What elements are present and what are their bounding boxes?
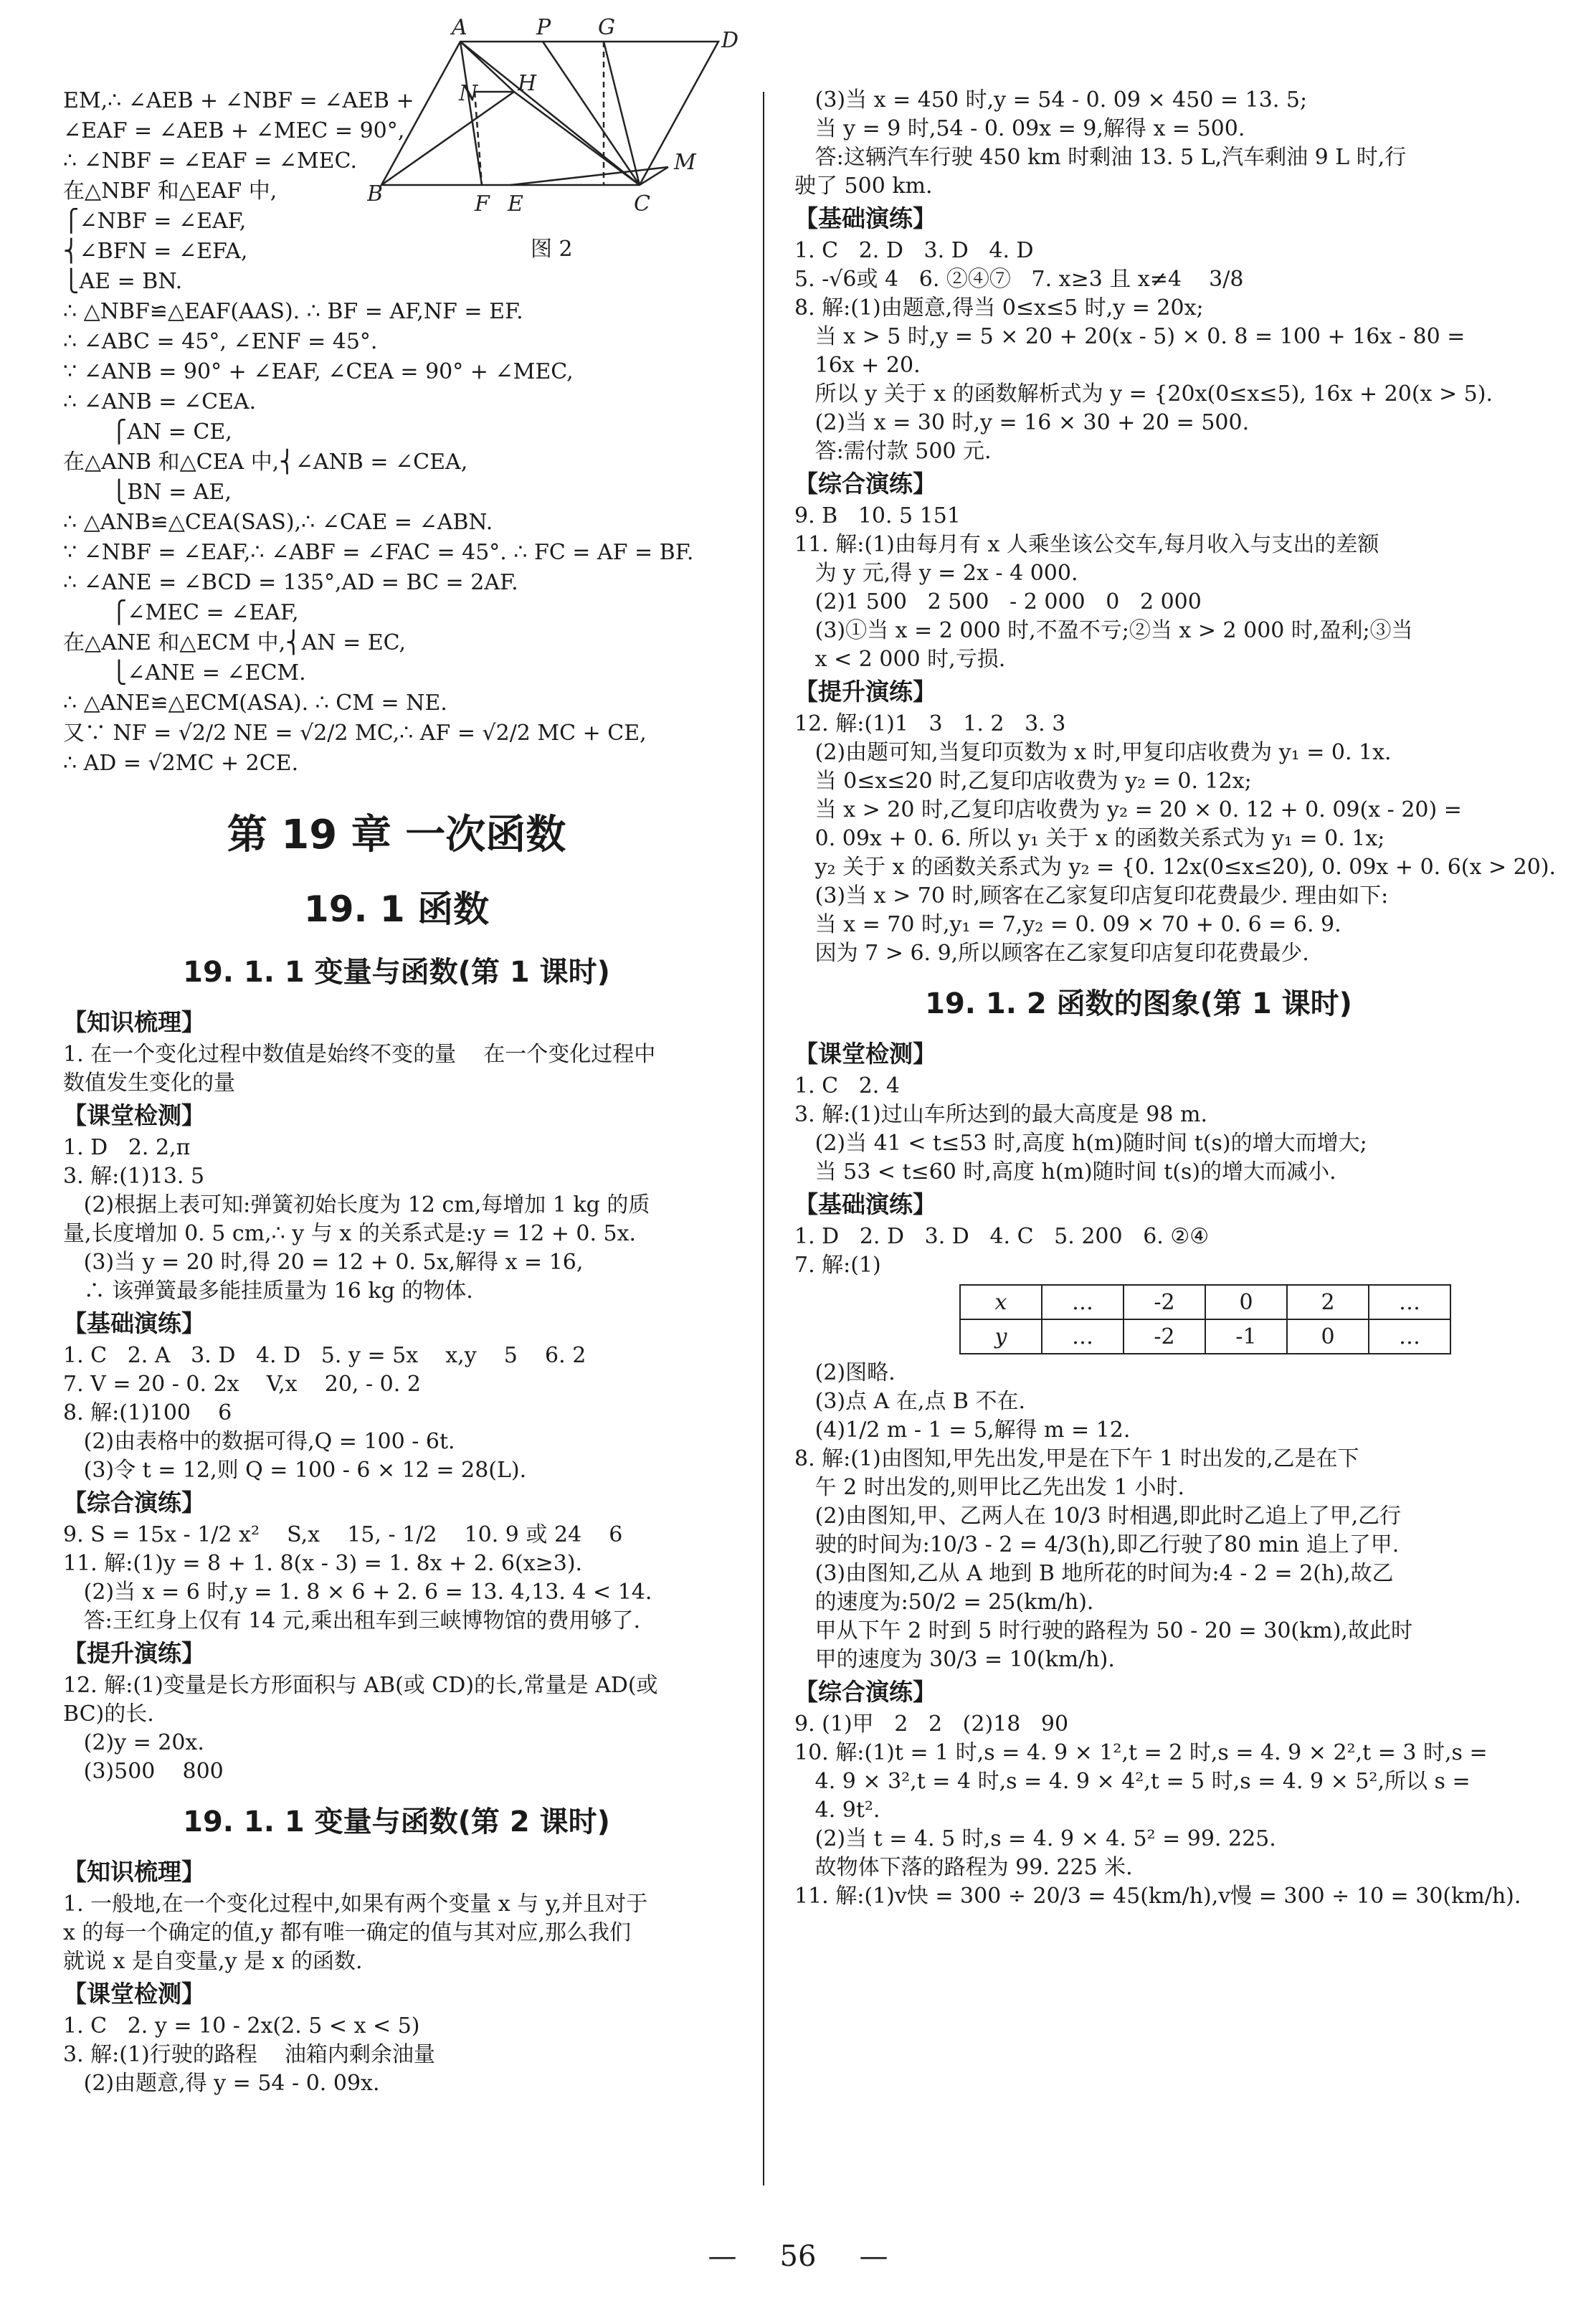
fig-label-h: H [518, 71, 537, 96]
text-line: 故物体下落的路程为 99. 225 米. [794, 1855, 1133, 1880]
page-number-value: 56 [779, 2240, 817, 2273]
text-line: 所以 y 关于 x 的函数解析式为 y = {20x(0≤x≤5), 16x + 20(x > 5). [794, 381, 1493, 407]
section-heading: 【提升演练】 [794, 678, 936, 706]
text-line: 7. 解:(1) [794, 1253, 881, 1278]
text-line: 当 x > 20 时,乙复印店收费为 y₂ = 20 × 0. 12 + 0. 09(x - 20) = [794, 797, 1462, 822]
text-line: 8. 解:(1)由图知,甲先出发,甲是在下午 1 时出发的,乙是在下 [794, 1446, 1359, 1471]
text-line: (4)1/2 m - 1 = 5,解得 m = 12. [794, 1418, 1131, 1443]
text-line: 驶的时间为:10/3 - 2 = 4/3(h),即乙行驶了80 min 追上了甲. [794, 1532, 1400, 1557]
text-line: BC)的长. [63, 1702, 154, 1727]
text-line: ∴ △ANE≌△ECM(ASA). ∴ CM = NE. [63, 690, 447, 716]
text-line: (3)①当 x = 2 000 时,不盈不亏;②当 x > 2 000 时,盈利;③当 [794, 618, 1413, 643]
text-line: 4. 9 × 3²,t = 4 时,s = 4. 9 × 4²,t = 5 时,s = 4. 9 × 5²,所以 s = [794, 1769, 1471, 1794]
text-line: (2)1 500 2 500 - 2 000 0 2 000 [794, 589, 1202, 614]
text-line: ⎩AE = BN. [63, 269, 183, 294]
text-line: 为 y 元,得 y = 2x - 4 000. [794, 561, 1078, 586]
text-line: (2)由题可知,当复印页数为 x 时,甲复印店收费为 y₁ = 0. 1x. [794, 740, 1392, 765]
text-line: 甲从下午 2 时到 5 时行驶的路程为 50 - 20 = 30(km),故此时 [794, 1618, 1412, 1643]
table-cell: 0 [1205, 1285, 1287, 1319]
fig-label-c: C [634, 191, 650, 217]
text-line: 午 2 时出发的,则甲比乙先出发 1 小时. [794, 1475, 1184, 1500]
table-cell: … [1369, 1319, 1450, 1354]
text-line: ∴ △NBF≌△EAF(AAS). ∴ BF = AF,NF = EF. [63, 299, 523, 324]
text-line: 1. C 2. D 3. D 4. D [794, 238, 1034, 263]
text-line: 1. D 2. D 3. D 4. C 5. 200 6. ②④ [794, 1224, 1210, 1249]
text-line: 8. 解:(1)由题意,得当 0≤x≤5 时,y = 20x; [794, 295, 1204, 321]
text-line: 1. 一般地,在一个变化过程中,如果有两个变量 x 与 y,并且对于 [63, 1892, 648, 1917]
text-line: (3)点 A 在,点 B 不在. [794, 1389, 1026, 1414]
text-line: 11. 解:(1)v快 = 300 ÷ 20/3 = 45(km/h),v慢 = 300 ÷ 10 = 30(km/h). [794, 1884, 1521, 1909]
text-line: 10. 解:(1)t = 1 时,s = 4. 9 × 1²,t = 2 时,s = 4. 9 × 2²,t = 3 时,s = [794, 1740, 1488, 1765]
text-line: 12. 解:(1)变量是长方形面积与 AB(或 CD)的长,常量是 AD(或 [63, 1673, 658, 1698]
text-line: 9. B 10. 5 151 [794, 503, 961, 528]
text-line: 3. 解:(1)行驶的路程 油箱内剩余油量 [63, 2042, 435, 2067]
text-line: (3)由图知,乙从 A 地到 B 地所花的时间为:4 - 2 = 2(h),故乙 [794, 1561, 1394, 1586]
text-line: (2)由图知,甲、乙两人在 10/3 时相遇,即此时乙追上了甲,乙行 [794, 1504, 1402, 1529]
text-line: 当 y = 9 时,54 - 0. 09x = 9,解得 x = 500. [794, 116, 1245, 141]
table-cell: … [1369, 1285, 1450, 1319]
text-line: 1. 在一个变化过程中数值是始终不变的量 在一个变化过程中 [63, 1042, 656, 1067]
text-line: (2)当 x = 30 时,y = 16 × 30 + 20 = 500. [794, 410, 1250, 435]
table-row [960, 1285, 1450, 1319]
section-title: 19. 1 函数 [303, 888, 490, 930]
text-line: 甲的速度为 30/3 = 10(km/h). [794, 1647, 1115, 1672]
text-line: 的速度为:50/2 = 25(km/h). [794, 1590, 1094, 1615]
text-line: (2)根据上表可知:弹簧初始长度为 12 cm,每增加 1 kg 的质 [63, 1192, 650, 1218]
text-line: ∴ ∠ANE = ∠BCD = 135°,AD = BC = 2AF. [63, 570, 518, 595]
right-block-2 [794, 1036, 1483, 1280]
text-line: ⎨∠BFN = ∠EFA, [63, 239, 248, 264]
right-block-3 [794, 1359, 1521, 1911]
text-line: ∴ 该弹簧最多能挂质量为 16 kg 的物体. [63, 1278, 473, 1304]
text-line: 在△ANB 和△CEA 中,⎨∠ANB = ∠CEA, [63, 450, 468, 475]
text-line: 11. 解:(1)y = 8 + 1. 8(x - 3) = 1. 8x + 2. 6(x≥3). [63, 1551, 583, 1576]
section-heading: 【课堂检测】 [63, 1980, 205, 2008]
text-line: x < 2 000 时,亏损. [794, 647, 1006, 672]
text-line: (3)令 t = 12,则 Q = 100 - 6 × 12 = 28(L). [63, 1458, 527, 1483]
text-line: 1. D 2. 2,π [63, 1135, 191, 1160]
chapter-title: 第 19 章 一次函数 [227, 812, 566, 858]
text-line: 11. 解:(1)由每月有 x 人乘坐该公交车,每月收入与支出的差额 [794, 532, 1379, 557]
text-line: 答:需付款 500 元. [794, 439, 992, 464]
text-line: ∴ ∠ABC = 45°, ∠ENF = 45°. [63, 329, 378, 354]
text-line: 1. C 2. A 3. D 4. D 5. y = 5x x,y 5 6. 2 [63, 1343, 586, 1368]
table-cell: 0 [1287, 1319, 1369, 1354]
section-heading: 【基础演练】 [794, 1190, 936, 1218]
left-block-2 [63, 1854, 730, 2098]
text-line: ∴ ∠NBF = ∠EAF = ∠MEC. [63, 148, 357, 174]
table-cell: -1 [1205, 1319, 1287, 1354]
text-line: (3)500 800 [63, 1759, 224, 1784]
section-heading: 【知识梳理】 [63, 1008, 205, 1036]
text-line: 当 53 < t≤60 时,高度 h(m)随时间 t(s)的增大而减小. [794, 1159, 1336, 1185]
text-line: 4. 9t². [794, 1798, 880, 1823]
text-line: EM,∴ ∠AEB + ∠NBF = ∠AEB + [63, 88, 414, 113]
section-heading: 【基础演练】 [794, 204, 936, 232]
text-line: ⎧∠MEC = ∠EAF, [63, 600, 299, 625]
text-line: (2)当 x = 6 时,y = 1. 8 × 6 + 2. 6 = 13. 4,13. 4 < 14. [63, 1580, 652, 1605]
table-cell: -2 [1124, 1285, 1205, 1319]
fig-label-m: M [674, 150, 696, 175]
fig-label-b: B [367, 181, 384, 207]
text-line: (2)当 41 < t≤53 时,高度 h(m)随时间 t(s)的增大而增大; [794, 1131, 1367, 1156]
subsection-title-3: 19. 1. 2 函数的图象(第 1 课时) [925, 987, 1352, 1020]
text-line: ∴ AD = √2MC + 2CE. [63, 751, 299, 776]
text-line: 答:这辆汽车行驶 450 km 时剩油 13. 5 L,汽车剩油 9 L 时,行 [794, 145, 1407, 170]
text-line: ∵ ∠NBF = ∠EAF,∴ ∠ABF = ∠FAC = 45°. ∴ FC = AF = BF. [63, 540, 694, 565]
section-heading: 【综合演练】 [794, 1678, 936, 1706]
value-table-wrap [959, 1284, 1483, 1354]
text-line: 就说 x 是自变量,y 是 x 的函数. [63, 1949, 363, 1974]
subsection-title-2: 19. 1. 1 变量与函数(第 2 课时) [183, 1805, 610, 1838]
text-line: (3)当 y = 20 时,得 20 = 12 + 0. 5x,解得 x = 16, [63, 1250, 584, 1275]
text-line: 量,长度增加 0. 5 cm,∴ y 与 x 的关系式是:y = 12 + 0. 5x. [63, 1221, 637, 1246]
text-line: ⎧AN = CE, [63, 419, 232, 445]
text-line: 数值发生变化的量 [63, 1071, 235, 1096]
section-heading: 【综合演练】 [63, 1489, 205, 1517]
section-heading: 【课堂检测】 [63, 1101, 205, 1129]
text-line: ∠EAF = ∠AEB + ∠MEC = 90°, [63, 118, 405, 143]
right-column [794, 86, 1557, 1911]
text-line: 1. C 2. y = 10 - 2x(2. 5 < x < 5) [63, 2013, 420, 2039]
text-line: (2)y = 20x. [63, 1730, 204, 1755]
subsection-title-1: 19. 1. 1 变量与函数(第 1 课时) [183, 956, 610, 989]
text-line: ⎩∠ANE = ∠ECM. [63, 660, 306, 685]
section-heading: 【综合演练】 [794, 470, 936, 498]
table-cell: -2 [1124, 1319, 1205, 1354]
section-heading: 【课堂检测】 [794, 1040, 936, 1068]
text-line: 8. 解:(1)100 6 [63, 1400, 232, 1425]
table-cell: x [960, 1285, 1042, 1319]
text-line: 3. 解:(1)13. 5 [63, 1164, 205, 1189]
text-line: 当 x > 5 时,y = 5 × 20 + 20(x - 5) × 0. 8 = 100 + 16x - 80 = [794, 324, 1466, 349]
fig-label-e: E [508, 191, 523, 217]
text-line: 3. 解:(1)过山车所达到的最大高度是 98 m. [794, 1102, 1207, 1127]
table-cell: … [1042, 1285, 1124, 1319]
text-line: 答:王红身上仅有 14 元,乘出租车到三峡博物馆的费用够了. [63, 1608, 641, 1633]
text-line: x 的每一个确定的值,y 都有唯一确定的值与其对应,那么我们 [63, 1920, 632, 1945]
text-line: 5. -√6或 4 6. ②④⑦ 7. x≥3 且 x≠4 3/8 [794, 267, 1244, 292]
text-line: 12. 解:(1)1 3 1. 2 3. 3 [794, 711, 1066, 736]
table-cell: … [1042, 1319, 1124, 1354]
right-block-1 [794, 86, 1557, 968]
text-line: 16x + 20. [794, 353, 921, 378]
fig-label-n: N [459, 81, 478, 106]
text-line: ⎧∠NBF = ∠EAF, [63, 209, 247, 234]
text-line: 7. V = 20 - 0. 2x V,x 20, - 0. 2 [63, 1372, 421, 1397]
section-heading: 【基础演练】 [63, 1309, 205, 1337]
text-line: (2)图略. [794, 1360, 896, 1385]
text-line: (2)当 t = 4. 5 时,s = 4. 9 × 4. 5² = 99. 225. [794, 1826, 1276, 1851]
text-line: 因为 7 > 6. 9,所以顾客在乙家复印店复印花费最少. [794, 941, 1309, 966]
table-cell: y [960, 1319, 1042, 1354]
text-line: 在△NBF 和△EAF 中, [63, 179, 277, 204]
text-line: 当 0≤x≤20 时,乙复印店收费为 y₂ = 0. 12x; [794, 769, 1252, 794]
table-row [960, 1319, 1450, 1354]
text-line: ∵ ∠ANB = 90° + ∠EAF, ∠CEA = 90° + ∠MEC, [63, 359, 574, 384]
section-heading: 【提升演练】 [63, 1639, 205, 1667]
left-column [63, 86, 730, 2098]
page-dash-right: — [859, 2240, 888, 2273]
section-heading: 【知识梳理】 [63, 1858, 205, 1886]
text-line: y₂ 关于 x 的函数关系式为 y₂ = {0. 12x(0≤x≤20), 0. 09x + 0. 6(x > 20). [794, 855, 1557, 880]
text-line: 当 x = 70 时,y₁ = 7,y₂ = 0. 09 × 70 + 0. 6 = 6. 9. [794, 912, 1341, 937]
text-line: (2)由表格中的数据可得,Q = 100 - 6t. [63, 1429, 455, 1454]
left-block-1 [63, 1005, 730, 1786]
text-line: 在△ANE 和△ECM 中,⎨AN = EC, [63, 630, 407, 655]
fig-label-a: A [452, 15, 467, 40]
page-dash-left: — [708, 2240, 737, 2273]
value-table [959, 1284, 1451, 1354]
text-line: ⎩BN = AE, [63, 480, 232, 505]
text-line: (3)当 x = 450 时,y = 54 - 0. 09 × 450 = 13. 5; [794, 87, 1308, 113]
text-line: (2)由题意,得 y = 54 - 0. 09x. [63, 2071, 380, 2096]
left-top-proof [63, 86, 730, 779]
text-line: 又∵ NF = √2/2 NE = √2/2 MC,∴ AF = √2/2 MC + CE, [63, 721, 647, 746]
fig-label-f: F [475, 191, 490, 217]
fig-label-p: P [536, 15, 551, 40]
text-line: 0. 09x + 0. 6. 所以 y₁ 关于 x 的函数关系式为 y₁ = 0. 1x; [794, 826, 1385, 851]
fig-label-g: G [598, 15, 615, 40]
table-cell: 2 [1287, 1285, 1369, 1319]
text-line: ∴ △ANB≌△CEA(SAS),∴ ∠CAE = ∠ABN. [63, 510, 493, 535]
fig-label-d: D [721, 28, 739, 53]
text-line: 驶了 500 km. [794, 174, 933, 199]
text-line: 1. C 2. 4 [794, 1073, 900, 1098]
figure-caption: 图 2 [531, 237, 573, 262]
page-number [0, 2240, 1596, 2273]
text-line: 9. S = 15x - 1/2 x² S,x 15, - 1/2 10. 9 或 24 6 [63, 1522, 623, 1547]
text-line: 9. (1)甲 2 2 (2)18 90 [794, 1712, 1069, 1737]
column-divider [763, 92, 764, 2186]
text-line: (3)当 x > 70 时,顾客在乙家复印店复印花费最少. 理由如下: [794, 883, 1389, 908]
text-line: ∴ ∠ANB = ∠CEA. [63, 389, 257, 414]
